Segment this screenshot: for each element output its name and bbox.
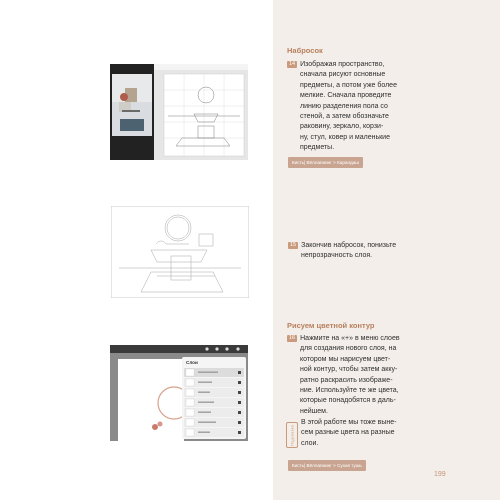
screenshot-faded-sketch <box>111 206 249 298</box>
tip-label: Подсказка <box>286 422 298 448</box>
section-title-color-outline: Рисуем цветной контур <box>287 321 375 330</box>
screenshot-layers-panel <box>110 345 248 441</box>
step-number-14: 14 <box>289 61 296 67</box>
brush-badge-dry-ink: Кисть| Вёллапиинг > Сухая тушь <box>288 460 366 471</box>
step-number-16: 16 <box>289 335 296 341</box>
step-14-text: 14 Изображая пространство, сначала рисуют основные предметы, а потом уже более мелкие. Сначала проведите линию разделения пола со стеной, а затем обозначьте раковину, зеркало, корзи- ну, стул, ковер и маленькие предметы. <box>289 61 397 152</box>
brush-badge-pencil: Кисть| Вёллапиинг > Карандаш <box>288 157 363 168</box>
artwork-canvas <box>118 359 184 441</box>
reference-photo <box>112 74 152 136</box>
layers-panel-title: Слои <box>186 360 198 365</box>
tip-text: В этой работе мы тоже выне- сем разные цвета на разные слои. <box>301 419 397 447</box>
step-number-15: 15 <box>290 242 297 248</box>
step-16-text: 16 Нажмите на «+» в меню слоев для создания нового слоя, на котором мы нарисуем цвет- ной контур, чтобы затем акку- ратно раскрасить изображе- ние. Используйте те же цвета, которые понадобятся в даль- нейшем. <box>289 335 400 415</box>
layer-thumbnails <box>186 369 194 436</box>
canvas-frame <box>111 206 249 298</box>
screenshot-sketch-with-reference <box>110 64 248 160</box>
page-number: 199 <box>434 471 446 478</box>
section-title-sketch: Набросок <box>287 46 323 55</box>
step-15-text: 15 Закончив набросок, понизьте непрозрачность слоя. <box>290 242 397 260</box>
